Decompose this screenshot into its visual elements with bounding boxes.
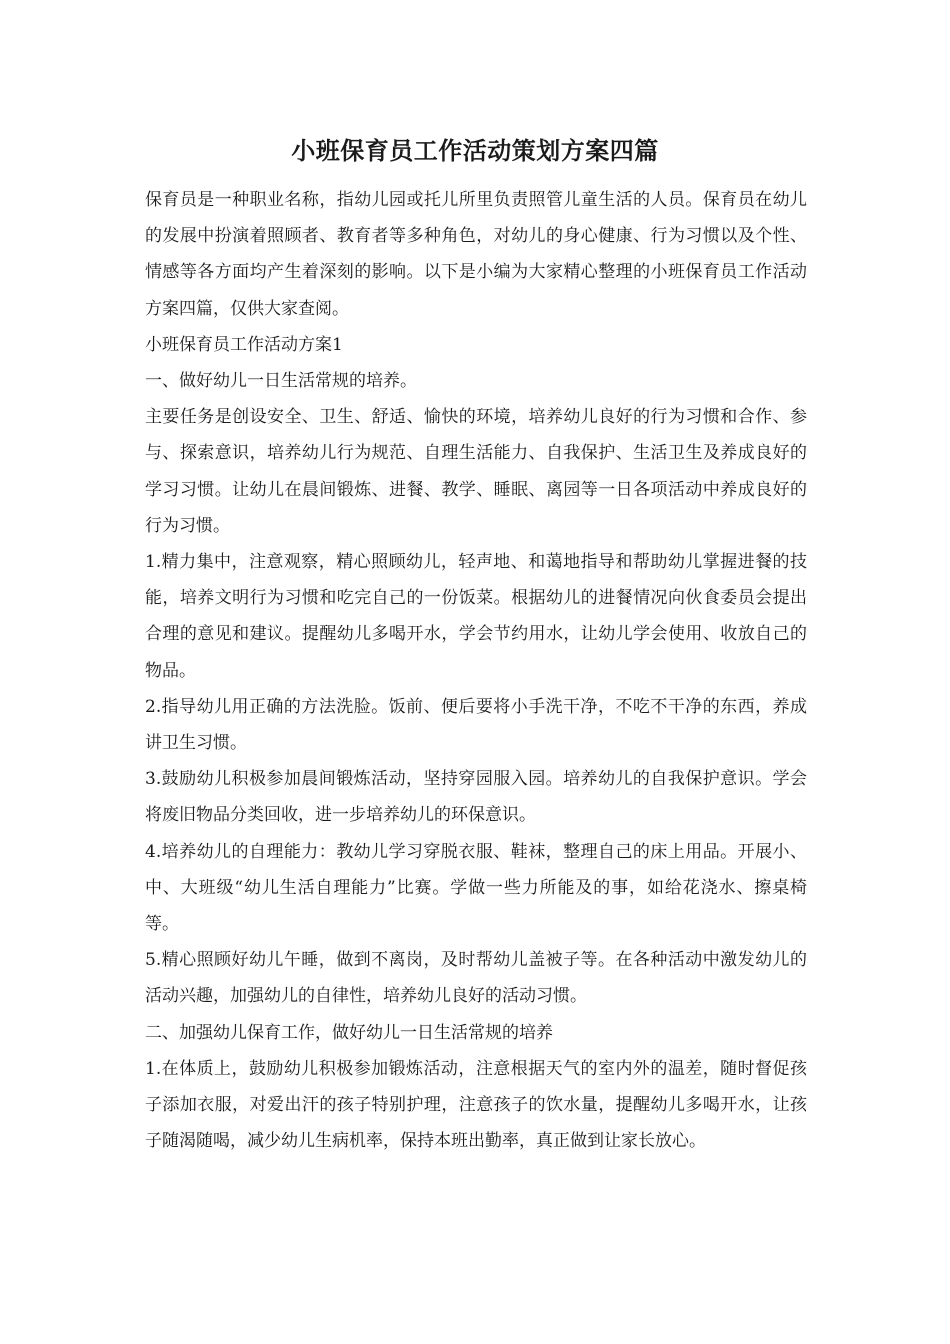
list-item: 2.指导幼儿用正确的方法洗脸。饭前、便后要将小手洗干净，不吃不干净的东西，养成讲卫生习惯。	[145, 696, 807, 754]
list-item: 4.培养幼儿的自理能力：教幼儿学习穿脱衣服、鞋袜，整理自己的床上用品。开展小、中、大班级“幼儿生活自理能力”比赛。学做一些力所能及的事，如给花浇水、擦桌椅等。	[145, 841, 807, 935]
body-paragraph: 主要任务是创设安全、卫生、舒适、愉快的环境，培养幼儿良好的行为习惯和合作、参与、探索意识，培养幼儿行为规范、自理生活能力、自我保护、生活卫生及养成良好的学习习惯。让幼儿在晨间锻炼、进餐、教学、睡眠、离园等一日各项活动中养成良好的行为习惯。	[145, 407, 807, 536]
section-heading: 小班保育员工作活动方案1	[145, 334, 343, 355]
list-item: 3.鼓励幼儿积极参加晨间锻炼活动，坚持穿园服入园。培养幼儿的自我保护意识。学会将废旧物品分类回收，进一步培养幼儿的环保意识。	[145, 769, 807, 826]
list-item: 5.精心照顾好幼儿午睡，做到不离岗，及时帮幼儿盖被子等。在各种活动中激发幼儿的活动兴趣，加强幼儿的自律性，培养幼儿良好的活动习惯。	[145, 950, 807, 1007]
document-title: 小班保育员工作活动策划方案四篇	[291, 136, 659, 165]
intro-paragraph: 保育员是一种职业名称，指幼儿园或托儿所里负责照管儿童生活的人员。保育员在幼儿的发展中扮演着照顾者、教育者等多种角色，对幼儿的身心健康、行为习惯以及个性、情感等各方面均产生着深刻的影响。以下是小编为大家精心整理的小班保育员工作活动方案四篇，仅供大家查阅。	[145, 190, 807, 319]
subsection-heading: 二、加强幼儿保育工作，做好幼儿一日生活常规的培养	[145, 1022, 553, 1043]
subsection-heading: 一、做好幼儿一日生活常规的培养。	[145, 371, 417, 392]
document-body	[145, 182, 807, 1159]
list-item: 1.精力集中，注意观察，精心照顾幼儿，轻声地、和蔼地指导和帮助幼儿掌握进餐的技能，培养文明行为习惯和吃完自己的一份饭菜。根据幼儿的进餐情况向伙食委员会提出合理的意见和建议。提醒幼儿多喝开水，学会节约用水，让幼儿学会使用、收放自己的物品。	[145, 552, 807, 681]
list-item: 1.在体质上，鼓励幼儿积极参加锻炼活动，注意根据天气的室内外的温差，随时督促孩子添加衣服，对爱出汗的孩子特别护理，注意孩子的饮水量，提醒幼儿多喝开水，让孩子随渴随喝，减少幼儿生病机率，保持本班出勤率，真正做到让家长放心。	[145, 1058, 807, 1152]
